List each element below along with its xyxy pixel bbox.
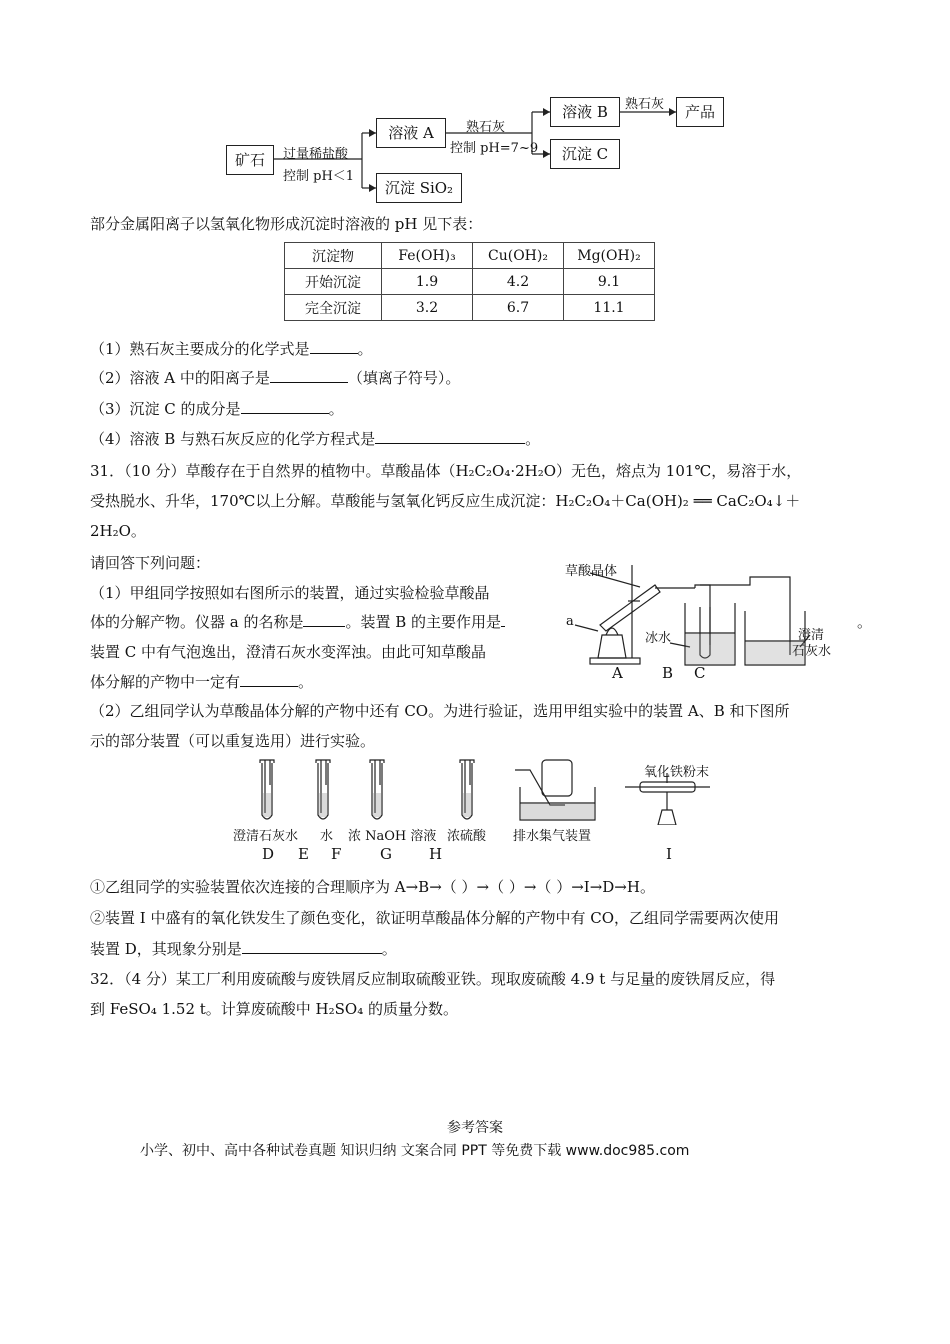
fig2-e-caption: 水 <box>320 829 334 844</box>
answer-blank <box>270 368 348 383</box>
q32-line2: 到 FeSO₄ 1.52 t。计算废硫酸中 H₂SO₄ 的质量分数。 <box>90 1000 458 1018</box>
fig1-a-letter: A <box>612 664 623 682</box>
footer-ad[interactable]: 小学、初中、高中各种试卷真题 知识归纳 文案合同 PPT 等免费下载 www.doc985.com <box>140 1143 690 1159</box>
q30-4-text: （4）溶液 B 与熟石灰反应的化学方程式是 <box>90 430 376 448</box>
product-box: 产品 <box>676 97 724 127</box>
sio2-box: 沉淀 SiO₂ <box>376 173 462 203</box>
q31-p1d-text: 体分解的产物中一定有 <box>90 673 241 691</box>
q30-1-end: 。 <box>357 340 373 358</box>
q31-s2a: ②装置 I 中盛有的氧化铁发生了颜色变化，欲证明草酸晶体分解的产物中有 CO，乙组同学需要两次使用 <box>90 909 780 927</box>
fig2-collection-caption: 排水集气装置 <box>513 829 592 844</box>
table-row <box>285 295 655 321</box>
solution-b-box: 溶液 B <box>550 97 620 127</box>
fig2-h-caption: 浓硫酸 <box>447 829 487 844</box>
q30-1 <box>90 338 870 360</box>
q31-s2b-end: 。 <box>381 940 397 958</box>
q31-p1b-text: 体的分解产物。仪器 a 的名称是 <box>90 613 304 631</box>
table-cell: Mg(OH)₂ <box>564 243 655 269</box>
table-cell: Cu(OH)₂ <box>473 243 564 269</box>
q30-2-text: （2）溶液 A 中的阳离子是 <box>90 369 270 387</box>
fig2-f-caption: 浓 NaOH 溶液 <box>348 829 437 844</box>
table-cell: 4.2 <box>473 269 564 295</box>
flow-arrows <box>0 0 950 215</box>
q31-p1d-end: 。 <box>298 673 314 691</box>
q31-p1b-text2: 。装置 B 的主要作用是 <box>345 613 502 631</box>
table-cell: 11.1 <box>564 295 655 321</box>
answer-heading: 参考答案 <box>447 1120 503 1136</box>
answer-blank <box>303 612 345 627</box>
answer-blank <box>242 939 382 954</box>
table-row <box>285 269 655 295</box>
q31-line4: 请回答下列问题： <box>90 554 211 572</box>
step1-reagent: 过量稀盐酸 <box>283 147 349 162</box>
q31-p2a: （2）乙组同学认为草酸晶体分解的产物中还有 CO。为进行验证，选用甲组实验中的装置 A、B 和下图所 <box>90 702 790 720</box>
q31-line1: 31．（10 分）草酸存在于自然界的植物中。草酸晶体（H₂C₂O₄·2H₂O）无色，熔点为 101℃，易溶于水， <box>90 462 802 480</box>
q31-p1c: 装置 C 中有气泡逸出，澄清石灰水变浑浊。由此可知草酸晶 <box>90 643 487 661</box>
q30-1-text: （1）熟石灰主要成分的化学式是 <box>90 340 310 358</box>
q30-2 <box>90 367 870 389</box>
fig1-b-letter: B <box>662 664 674 682</box>
fig2-h-letter: H <box>429 845 443 863</box>
table-cell: 3.2 <box>382 295 473 321</box>
fig1-a-label: a <box>566 614 574 629</box>
fig2-d-caption: 澄清石灰水 <box>233 829 299 844</box>
q31-line3: 2H₂O。 <box>90 522 146 540</box>
q31-s2b-text: 装置 D，其现象分别是 <box>90 940 242 958</box>
fig1-ice-label: 冰水 <box>645 631 672 646</box>
q31-s1: ①乙组同学的实验装置依次连接的合理顺序为 A→B→（ ）→（ ）→（ ）→I→D→H。 <box>90 878 655 896</box>
step2-reagent: 熟石灰 <box>466 120 506 135</box>
q31-p1a: （1）甲组同学按照如右图所示的装置，通过实验检验草酸晶 <box>90 584 490 602</box>
answer-blank <box>241 399 329 414</box>
step3-reagent: 熟石灰 <box>625 97 665 112</box>
fig2-f-letter: F <box>331 845 342 863</box>
answer-blank <box>310 339 358 354</box>
q31-p2b: 示的部分装置（可以重复选用）进行实验。 <box>90 732 376 750</box>
answer-blank <box>501 612 505 627</box>
answer-blank <box>240 672 298 687</box>
q31-p1b-dot: 。 <box>857 613 873 631</box>
ph-table <box>284 242 655 321</box>
q30-3-end: 。 <box>328 400 344 418</box>
fig2-d-letter: D <box>262 845 275 863</box>
q31-line2: 受热脱水、升华，170℃以上分解。草酸能与氢氧化钙反应生成沉淀：H₂C₂O₄＋Ca(OH)₂ ══ CaC₂O₄↓＋ <box>90 492 801 510</box>
step1-condition: 控制 pH＜1 <box>283 169 355 184</box>
q32-line1: 32．（4 分）某工厂利用废硫酸与废铁屑反应制取硫酸亚铁。现取废硫酸 4.9 t 与足量的废铁屑反应，得 <box>90 970 776 988</box>
table-cell: 沉淀物 <box>285 243 382 269</box>
q30-4-end: 。 <box>525 430 541 448</box>
table-intro: 部分金属阳离子以氢氧化物形成沉淀时溶液的 pH 见下表： <box>90 215 483 233</box>
q30-3-text: （3）沉淀 C 的成分是 <box>90 400 241 418</box>
q30-4 <box>90 428 870 450</box>
table-cell: 开始沉淀 <box>285 269 382 295</box>
table-cell: 1.9 <box>382 269 473 295</box>
table-header-row <box>285 243 655 269</box>
fig2-iron-oxide-label: 氧化铁粉末 <box>644 765 710 780</box>
q31-s2b <box>90 938 870 960</box>
table-cell: 完全沉淀 <box>285 295 382 321</box>
q30-3 <box>90 398 870 420</box>
fig1-crystal-label: 草酸晶体 <box>565 564 618 579</box>
fig2-e-letter: E <box>298 845 309 863</box>
fig1-lime-label1: 澄清 <box>798 628 825 643</box>
fig2-g-letter: G <box>380 845 392 863</box>
table-cell: Fe(OH)₃ <box>382 243 473 269</box>
ore-box: 矿石 <box>226 145 274 175</box>
fig1-c-letter: C <box>694 664 706 682</box>
table-cell: 6.7 <box>473 295 564 321</box>
table-cell: 9.1 <box>564 269 655 295</box>
precipitate-c-box: 沉淀 C <box>550 139 620 169</box>
step2-condition: 控制 pH=7~9 <box>450 141 539 156</box>
solution-a-box: 溶液 A <box>376 118 446 148</box>
fig2-i-letter: I <box>666 845 672 863</box>
fig1-lime-label2: 石灰水 <box>792 644 832 659</box>
q30-2-tail: （填离子符号）。 <box>347 369 461 387</box>
answer-blank <box>375 429 525 444</box>
